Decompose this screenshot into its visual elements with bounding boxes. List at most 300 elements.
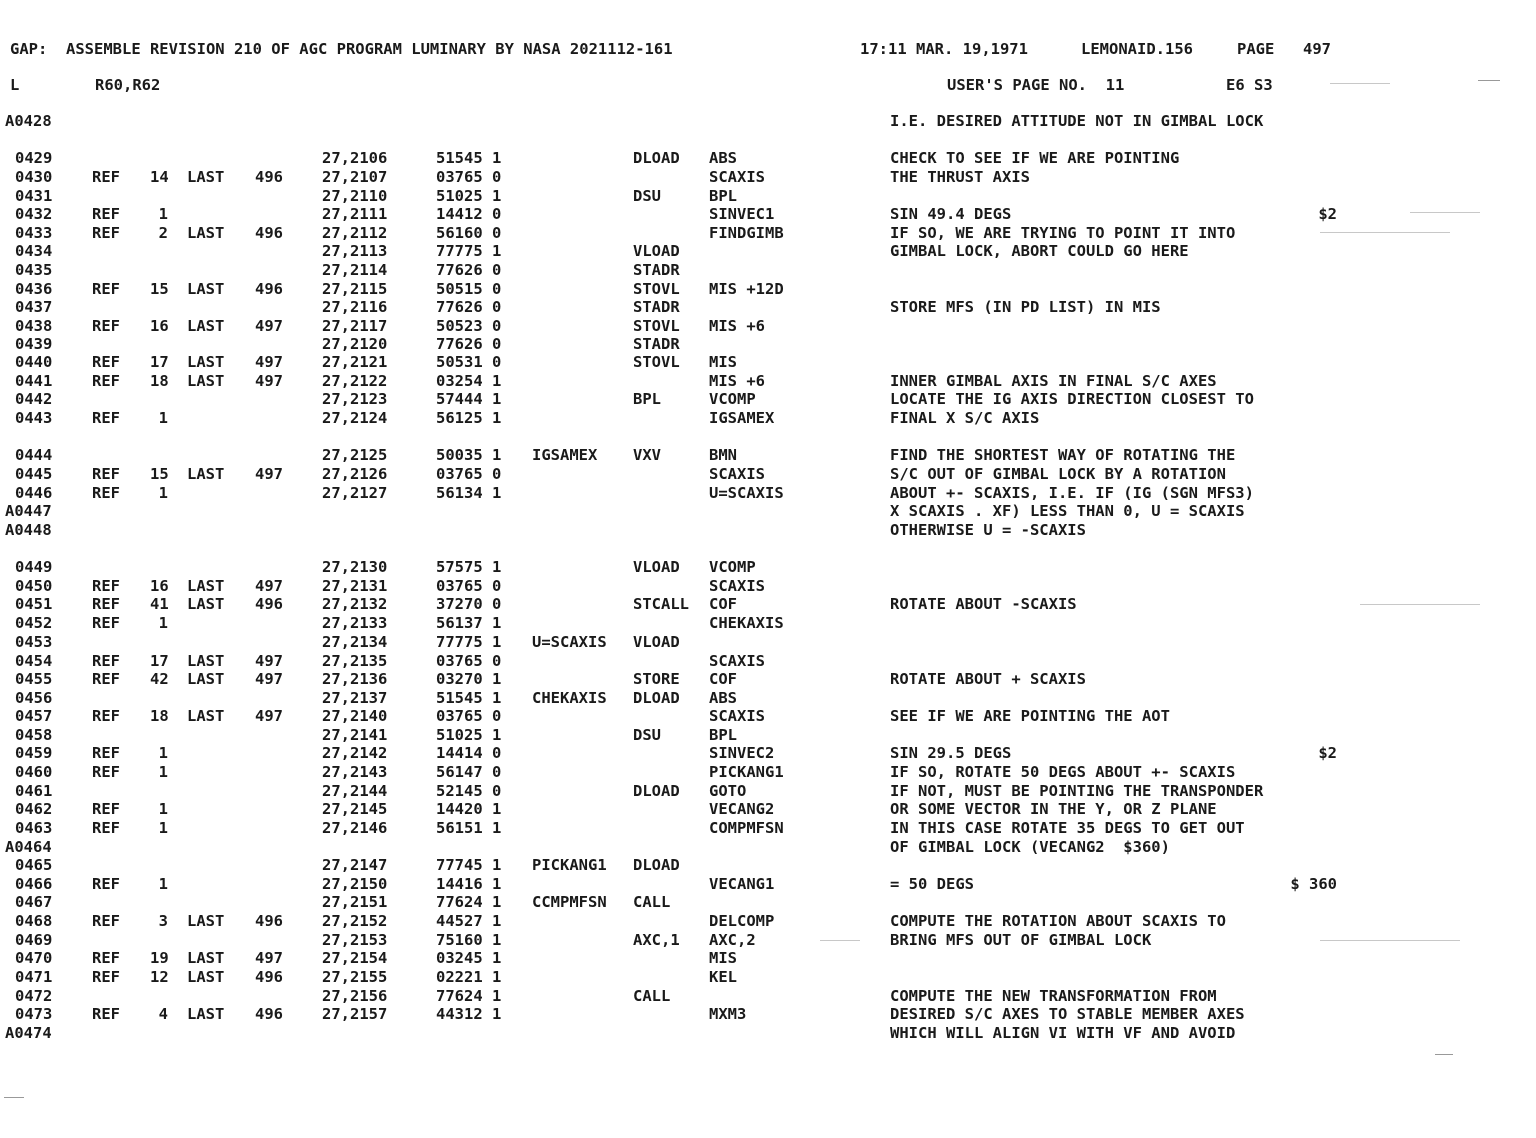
line-number: 0460 [15, 763, 53, 781]
line-number: 0443 [15, 409, 53, 427]
line-number: 0435 [15, 261, 53, 279]
octal-word: 77626 0 [436, 298, 502, 316]
listing-line [0, 372, 1536, 390]
ref-keyword: REF [92, 224, 120, 242]
address: 27,2111 [322, 205, 388, 223]
comment: X SCAXIS . XF) LESS THAN 0, U = SCAXIS [890, 502, 1245, 520]
listing-line [0, 558, 1536, 576]
listing-line [0, 224, 1536, 242]
ref-number: 3 [158, 912, 168, 930]
ref-keyword: REF [92, 819, 120, 837]
octal-word: 52145 0 [436, 782, 502, 800]
opcode: DLOAD [633, 856, 680, 874]
line-number: 0452 [15, 614, 53, 632]
ref-keyword: REF [92, 800, 120, 818]
ref-keyword: REF [92, 912, 120, 930]
listing-line [0, 893, 1536, 911]
operand: COF [709, 595, 737, 613]
operand: MIS +6 [709, 317, 765, 335]
line-number: 0439 [15, 335, 53, 353]
scan-mark [1410, 212, 1480, 213]
comment: COMPUTE THE NEW TRANSFORMATION FROM [890, 987, 1217, 1005]
listing-line [0, 187, 1536, 205]
address: 27,2140 [322, 707, 388, 725]
octal-word: 77626 0 [436, 335, 502, 353]
opcode: DSU [633, 187, 661, 205]
operand: SCAXIS [709, 168, 765, 186]
last-page: 496 [255, 1005, 283, 1023]
comment: BRING MFS OUT OF GIMBAL LOCK [890, 931, 1152, 949]
ref-number: 1 [158, 800, 168, 818]
ref-number: 18 [150, 707, 169, 725]
octal-word: 57444 1 [436, 390, 502, 408]
listing-line [0, 595, 1536, 613]
label: PICKANG1 [532, 856, 607, 874]
octal-word: 03765 0 [436, 465, 502, 483]
address: 27,2131 [322, 577, 388, 595]
line-number: 0429 [15, 149, 53, 167]
octal-word: 37270 0 [436, 595, 502, 613]
listing-line [0, 242, 1536, 260]
listing-line [0, 763, 1536, 781]
operand: BPL [709, 187, 737, 205]
line-number: 0451 [15, 595, 53, 613]
comment: ROTATE ABOUT + SCAXIS [890, 670, 1086, 688]
scan-mark [4, 1097, 24, 1098]
address: 27,2133 [322, 614, 388, 632]
line-number: 0446 [15, 484, 53, 502]
opcode: STADR [633, 335, 680, 353]
address: 27,2132 [322, 595, 388, 613]
opcode: STOVL [633, 317, 680, 335]
opcode: STOVL [633, 353, 680, 371]
line-number: 0456 [15, 689, 53, 707]
line-number: A0448 [5, 521, 52, 539]
ref-keyword: REF [92, 595, 120, 613]
comment: SEE IF WE ARE POINTING THE AOT [890, 707, 1170, 725]
opcode: STORE [633, 670, 680, 688]
ref-keyword: REF [92, 763, 120, 781]
octal-word: 77624 1 [436, 987, 502, 1005]
listing-line [0, 800, 1536, 818]
scan-mark [1360, 604, 1480, 605]
address: 27,2115 [322, 280, 388, 298]
address: 27,2143 [322, 763, 388, 781]
line-number: 0436 [15, 280, 53, 298]
octal-word: 75160 1 [436, 931, 502, 949]
last-keyword: LAST [187, 949, 225, 967]
line-number: 0473 [15, 1005, 53, 1023]
line-number: 0461 [15, 782, 53, 800]
listing-line [0, 577, 1536, 595]
octal-word: 57575 1 [436, 558, 502, 576]
listing-line [0, 949, 1536, 967]
octal-word: 51545 1 [436, 689, 502, 707]
scan-mark [1435, 1054, 1453, 1055]
ref-keyword: REF [92, 614, 120, 632]
ref-number: 41 [150, 595, 169, 613]
opcode: CALL [633, 987, 671, 1005]
comment: COMPUTE THE ROTATION ABOUT SCAXIS TO [890, 912, 1226, 930]
operand: BPL [709, 726, 737, 744]
operand: PICKANG1 [709, 763, 784, 781]
octal-word: 50531 0 [436, 353, 502, 371]
ref-keyword: REF [92, 670, 120, 688]
scan-mark [1320, 940, 1460, 941]
listing-line [0, 335, 1536, 353]
ref-number: 1 [158, 409, 168, 427]
octal-word: 03765 0 [436, 168, 502, 186]
octal-word: 77626 0 [436, 261, 502, 279]
last-page: 496 [255, 968, 283, 986]
label: CHEKAXIS [532, 689, 607, 707]
listing-line [0, 689, 1536, 707]
octal-word: 56137 1 [436, 614, 502, 632]
last-page: 496 [255, 224, 283, 242]
listing-line [0, 987, 1536, 1005]
line-number: 0434 [15, 242, 53, 260]
listing-line [0, 205, 1536, 223]
last-keyword: LAST [187, 168, 225, 186]
listing-line [0, 280, 1536, 298]
octal-word: 02221 1 [436, 968, 502, 986]
listing-line [0, 484, 1536, 502]
listing-line [0, 968, 1536, 986]
listing-line [0, 1005, 1536, 1023]
listing-line [0, 446, 1536, 464]
address: 27,2126 [322, 465, 388, 483]
address: 27,2130 [322, 558, 388, 576]
ref-keyword: REF [92, 707, 120, 725]
last-page: 497 [255, 670, 283, 688]
scan-mark [1478, 80, 1500, 81]
last-keyword: LAST [187, 670, 225, 688]
comment: I.E. DESIRED ATTITUDE NOT IN GIMBAL LOCK [890, 112, 1264, 130]
listing-line [0, 409, 1536, 427]
address: 27,2121 [322, 353, 388, 371]
octal-word: 14412 0 [436, 205, 502, 223]
operand: ABS [709, 149, 737, 167]
address: 27,2135 [322, 652, 388, 670]
line-number: A0464 [5, 838, 52, 856]
line-number: 0463 [15, 819, 53, 837]
comment: FINAL X S/C AXIS [890, 409, 1040, 427]
ref-number: 15 [150, 465, 169, 483]
operand: GOTO [709, 782, 747, 800]
ref-number: 18 [150, 372, 169, 390]
line-number: A0428 [5, 112, 52, 130]
listing-line [0, 670, 1536, 688]
operand: VCOMP [709, 558, 756, 576]
listing-line [0, 1024, 1536, 1042]
ref-number: 4 [158, 1005, 168, 1023]
listing-line [0, 856, 1536, 874]
operand: KEL [709, 968, 737, 986]
comment: OR SOME VECTOR IN THE Y, OR Z PLANE [890, 800, 1217, 818]
operand: SCAXIS [709, 652, 765, 670]
operand: MIS [709, 353, 737, 371]
address: 27,2155 [322, 968, 388, 986]
header-line-1 [0, 40, 1536, 58]
operand: MIS [709, 949, 737, 967]
ref-number: 2 [158, 224, 168, 242]
address: 27,2157 [322, 1005, 388, 1023]
listing-line [0, 502, 1536, 520]
opcode: DSU [633, 726, 661, 744]
header-title: GAP: ASSEMBLE REVISION 210 OF AGC PROGRAM LUMINARY BY NASA 2021112-161 [10, 40, 673, 58]
line-number: 0455 [15, 670, 53, 688]
last-page: 497 [255, 317, 283, 335]
last-page: 497 [255, 353, 283, 371]
listing-line [0, 614, 1536, 632]
label: IGSAMEX [532, 446, 598, 464]
operand: IGSAMEX [709, 409, 775, 427]
line-number: 0462 [15, 800, 53, 818]
header-user-page: USER'S PAGE NO. 11 [947, 76, 1125, 94]
last-keyword: LAST [187, 912, 225, 930]
last-keyword: LAST [187, 280, 225, 298]
address: 27,2146 [322, 819, 388, 837]
comment: LOCATE THE IG AXIS DIRECTION CLOSEST TO [890, 390, 1254, 408]
ref-number: 1 [158, 744, 168, 762]
listing-line [0, 149, 1536, 167]
address: 27,2145 [322, 800, 388, 818]
listing-line [0, 652, 1536, 670]
line-number: 0454 [15, 652, 53, 670]
opcode: STADR [633, 298, 680, 316]
octal-word: 56125 1 [436, 409, 502, 427]
comment: IN THIS CASE ROTATE 35 DEGS TO GET OUT [890, 819, 1245, 837]
operand: VCOMP [709, 390, 756, 408]
last-keyword: LAST [187, 707, 225, 725]
address: 27,2124 [322, 409, 388, 427]
address: 27,2150 [322, 875, 388, 893]
comment: ABOUT +- SCAXIS, I.E. IF (IG (SGN MFS3) [890, 484, 1254, 502]
listing-line [0, 353, 1536, 371]
opcode: STADR [633, 261, 680, 279]
octal-word: 77745 1 [436, 856, 502, 874]
listing-line [0, 261, 1536, 279]
scan-mark [820, 940, 860, 941]
address: 27,2144 [322, 782, 388, 800]
last-page: 496 [255, 595, 283, 613]
octal-word: 03765 0 [436, 652, 502, 670]
listing-line [0, 838, 1536, 856]
octal-word: 14420 1 [436, 800, 502, 818]
last-page: 497 [255, 577, 283, 595]
address: 27,2142 [322, 744, 388, 762]
octal-word: 50523 0 [436, 317, 502, 335]
comment: DESIRED S/C AXES TO STABLE MEMBER AXES [890, 1005, 1245, 1023]
operand: AXC,2 [709, 931, 756, 949]
line-number: 0471 [15, 968, 53, 986]
ref-number: 15 [150, 280, 169, 298]
address: 27,2106 [322, 149, 388, 167]
line-number: 0450 [15, 577, 53, 595]
last-keyword: LAST [187, 577, 225, 595]
line-number: 0458 [15, 726, 53, 744]
comment-tail: $ 360 [1290, 875, 1337, 893]
comment: INNER GIMBAL AXIS IN FINAL S/C AXES [890, 372, 1217, 390]
octal-word: 51545 1 [436, 149, 502, 167]
address: 27,2107 [322, 168, 388, 186]
address: 27,2156 [322, 987, 388, 1005]
ref-keyword: REF [92, 353, 120, 371]
octal-word: 44312 1 [436, 1005, 502, 1023]
line-number: 0466 [15, 875, 53, 893]
last-page: 497 [255, 652, 283, 670]
listing-line [0, 726, 1536, 744]
last-keyword: LAST [187, 465, 225, 483]
comment-tail: $2 [1318, 744, 1337, 762]
ref-number: 1 [158, 614, 168, 632]
address: 27,2137 [322, 689, 388, 707]
listing-line [0, 633, 1536, 651]
operand: CHEKAXIS [709, 614, 784, 632]
octal-word: 51025 1 [436, 726, 502, 744]
operand: SINVEC2 [709, 744, 775, 762]
line-number: 0453 [15, 633, 53, 651]
ref-number: 1 [158, 875, 168, 893]
comment: FIND THE SHORTEST WAY OF ROTATING THE [890, 446, 1236, 464]
listing-line [0, 317, 1536, 335]
address: 27,2117 [322, 317, 388, 335]
listing-line [0, 465, 1536, 483]
listing-line [0, 707, 1536, 725]
ref-number: 14 [150, 168, 169, 186]
last-keyword: LAST [187, 968, 225, 986]
label: CCMPMFSN [532, 893, 607, 911]
ref-keyword: REF [92, 465, 120, 483]
ref-number: 1 [158, 763, 168, 781]
address: 27,2112 [322, 224, 388, 242]
line-number: A0474 [5, 1024, 52, 1042]
ref-keyword: REF [92, 875, 120, 893]
comment: OTHERWISE U = -SCAXIS [890, 521, 1086, 539]
ref-keyword: REF [92, 168, 120, 186]
last-keyword: LAST [187, 317, 225, 335]
octal-word: 77775 1 [436, 633, 502, 651]
last-keyword: LAST [187, 224, 225, 242]
octal-word: 03245 1 [436, 949, 502, 967]
line-number: 0437 [15, 298, 53, 316]
listing-line [0, 112, 1536, 130]
address: 27,2154 [322, 949, 388, 967]
octal-word: 56147 0 [436, 763, 502, 781]
listing-line [0, 521, 1536, 539]
line-number: 0444 [15, 446, 53, 464]
address: 27,2151 [322, 893, 388, 911]
comment: IF SO, ROTATE 50 DEGS ABOUT +- SCAXIS [890, 763, 1236, 781]
last-keyword: LAST [187, 372, 225, 390]
listing-line [0, 298, 1536, 316]
ref-number: 1 [158, 205, 168, 223]
comment: S/C OUT OF GIMBAL LOCK BY A ROTATION [890, 465, 1226, 483]
ref-keyword: REF [92, 577, 120, 595]
address: 27,2134 [322, 633, 388, 651]
opcode: DLOAD [633, 149, 680, 167]
operand: VECANG2 [709, 800, 775, 818]
comment: IF SO, WE ARE TRYING TO POINT IT INTO [890, 224, 1236, 242]
opcode: VLOAD [633, 558, 680, 576]
last-keyword: LAST [187, 595, 225, 613]
last-page: 496 [255, 168, 283, 186]
ref-keyword: REF [92, 372, 120, 390]
operand: U=SCAXIS [709, 484, 784, 502]
address: 27,2147 [322, 856, 388, 874]
opcode: STOVL [633, 280, 680, 298]
ref-keyword: REF [92, 968, 120, 986]
address: 27,2113 [322, 242, 388, 260]
operand: SCAXIS [709, 465, 765, 483]
address: 27,2153 [322, 931, 388, 949]
octal-word: 50515 0 [436, 280, 502, 298]
listing-line [0, 168, 1536, 186]
ref-number: 12 [150, 968, 169, 986]
line-number: 0432 [15, 205, 53, 223]
ref-number: 1 [158, 484, 168, 502]
comment: OF GIMBAL LOCK (VECANG2 $360) [890, 838, 1170, 856]
ref-number: 17 [150, 652, 169, 670]
listing-line [0, 782, 1536, 800]
opcode: VLOAD [633, 242, 680, 260]
address: 27,2116 [322, 298, 388, 316]
listing-line [0, 819, 1536, 837]
comment: IF NOT, MUST BE POINTING THE TRANSPONDER [890, 782, 1264, 800]
address: 27,2120 [322, 335, 388, 353]
octal-word: 03270 1 [436, 670, 502, 688]
header-routines: R60,R62 [95, 76, 161, 94]
comment: SIN 29.5 DEGS [890, 744, 1012, 762]
ref-number: 16 [150, 317, 169, 335]
header-line-2 [0, 76, 1536, 94]
header-flag: L [10, 76, 20, 94]
ref-number: 17 [150, 353, 169, 371]
comment: SIN 49.4 DEGS [890, 205, 1012, 223]
line-number: 0445 [15, 465, 53, 483]
address: 27,2141 [322, 726, 388, 744]
ref-number: 42 [150, 670, 169, 688]
header-page-number: 497 [1303, 40, 1331, 58]
ref-keyword: REF [92, 317, 120, 335]
comment: = 50 DEGS [890, 875, 974, 893]
octal-word: 03765 0 [436, 577, 502, 595]
operand: SCAXIS [709, 577, 765, 595]
octal-word: 56134 1 [436, 484, 502, 502]
line-number: 0468 [15, 912, 53, 930]
line-number: 0442 [15, 390, 53, 408]
listing-line [0, 875, 1536, 893]
address: 27,2110 [322, 187, 388, 205]
ref-number: 1 [158, 819, 168, 837]
opcode: DLOAD [633, 689, 680, 707]
line-number: A0447 [5, 502, 52, 520]
comment: ROTATE ABOUT -SCAXIS [890, 595, 1077, 613]
address: 27,2127 [322, 484, 388, 502]
line-number: 0469 [15, 931, 53, 949]
line-number: 0472 [15, 987, 53, 1005]
comment: GIMBAL LOCK, ABORT COULD GO HERE [890, 242, 1189, 260]
comment: THE THRUST AXIS [890, 168, 1030, 186]
operand: VECANG1 [709, 875, 775, 893]
line-number: 0433 [15, 224, 53, 242]
operand: COF [709, 670, 737, 688]
scan-mark [1320, 232, 1450, 233]
operand: BMN [709, 446, 737, 464]
operand: ABS [709, 689, 737, 707]
octal-word: 77624 1 [436, 893, 502, 911]
octal-word: 14416 1 [436, 875, 502, 893]
